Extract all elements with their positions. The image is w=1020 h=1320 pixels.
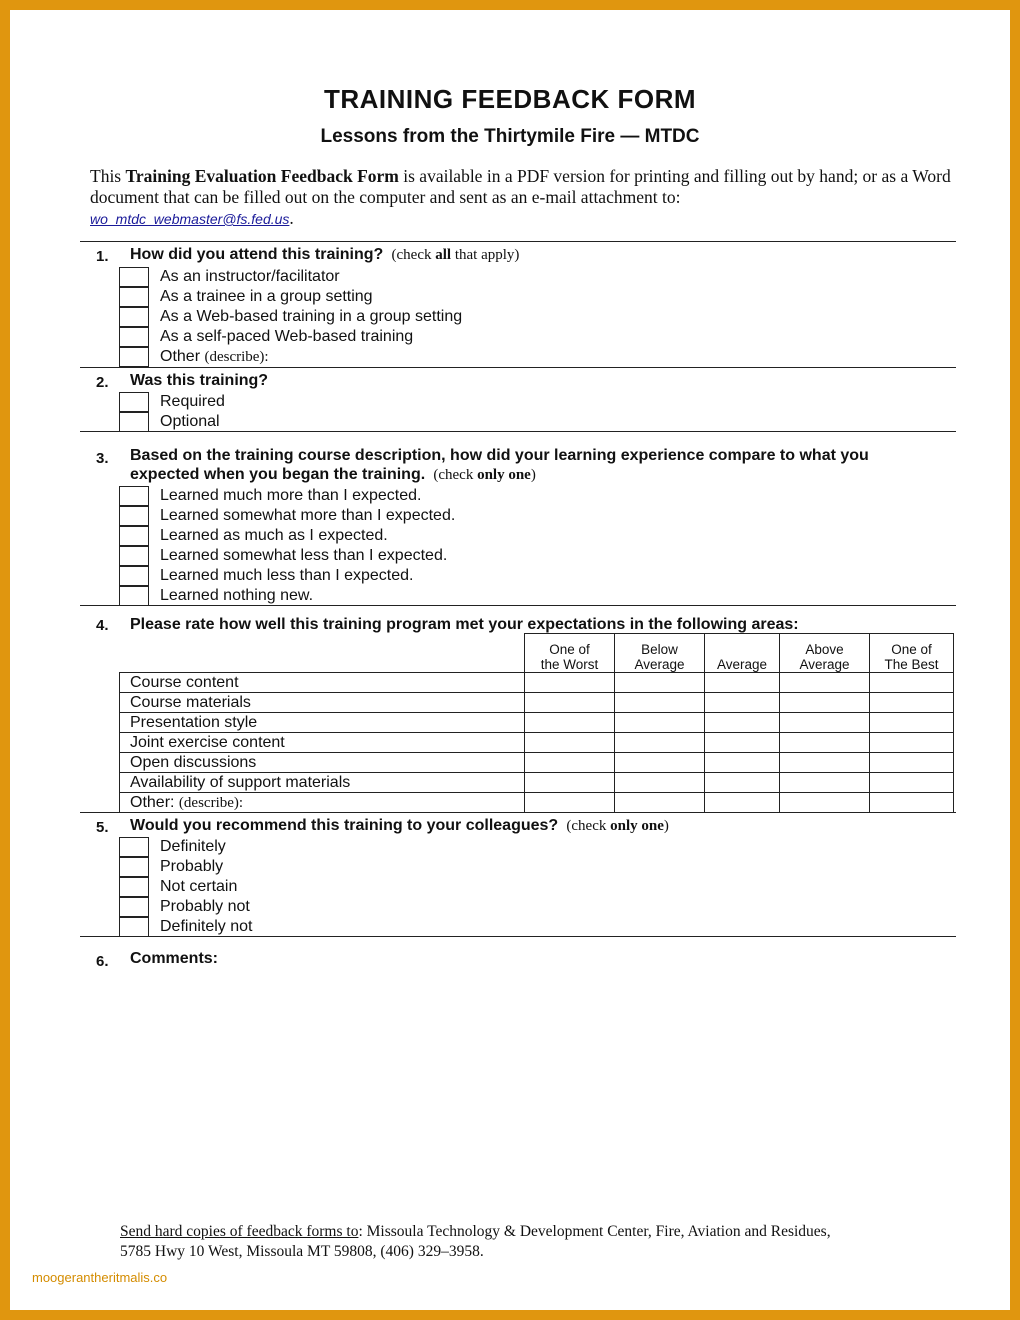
q3-note-pre: (check bbox=[433, 467, 478, 483]
footer-line1: Missoula Technology & Development Center, Fire, Aviation and Residues, bbox=[362, 1223, 831, 1240]
col-header-line: One of bbox=[549, 642, 590, 657]
checkbox[interactable] bbox=[119, 546, 149, 566]
option-label: As a Web-based training in a group setting bbox=[160, 308, 463, 325]
divider bbox=[80, 241, 956, 242]
row-label: Open discussions bbox=[120, 753, 525, 773]
option-label: Learned somewhat more than I expected. bbox=[160, 507, 456, 524]
q3-number: 3. bbox=[96, 450, 109, 467]
col-header-line: Average bbox=[634, 657, 685, 672]
rating-cell[interactable] bbox=[525, 793, 615, 813]
rating-cell[interactable] bbox=[525, 673, 615, 693]
rating-cell[interactable] bbox=[780, 693, 870, 713]
q3-option[interactable] bbox=[119, 506, 719, 526]
option-label: As an instructor/facilitator bbox=[160, 268, 340, 285]
q5-option[interactable] bbox=[119, 917, 719, 937]
q1-question: How did you attend this training? bbox=[130, 246, 384, 263]
q1-note-bold: all bbox=[435, 247, 452, 263]
option-label: Not certain bbox=[160, 878, 238, 895]
form-title: TRAINING FEEDBACK FORM bbox=[323, 84, 697, 114]
q1-option[interactable] bbox=[119, 287, 719, 307]
q3-note-post: ) bbox=[530, 467, 536, 483]
describe-note: (describe): bbox=[204, 349, 269, 365]
rating-cell[interactable] bbox=[870, 773, 954, 793]
table-row bbox=[120, 693, 954, 713]
rating-cell[interactable] bbox=[705, 793, 780, 813]
q3-option[interactable] bbox=[119, 586, 719, 606]
option-label: Required bbox=[160, 393, 225, 410]
option-label: Learned much more than I expected. bbox=[160, 487, 422, 504]
table-row bbox=[120, 793, 954, 813]
rating-cell[interactable] bbox=[615, 733, 705, 753]
divider bbox=[80, 936, 956, 937]
rating-cell[interactable] bbox=[780, 733, 870, 753]
q3-option[interactable] bbox=[119, 486, 719, 506]
divider bbox=[80, 367, 956, 368]
option-label: As a self-paced Web-based training bbox=[160, 328, 414, 345]
checkbox[interactable] bbox=[119, 392, 149, 412]
q6-number: 6. bbox=[96, 953, 109, 970]
col-header-line: the Worst bbox=[540, 657, 599, 672]
row-label bbox=[120, 793, 525, 813]
rating-cell[interactable] bbox=[525, 773, 615, 793]
divider bbox=[80, 812, 956, 813]
table-row bbox=[120, 733, 954, 753]
checkbox[interactable] bbox=[119, 877, 149, 897]
row-label: Course content bbox=[120, 673, 525, 693]
email-link[interactable]: wo_mtdc_webmaster@fs.fed.us bbox=[90, 211, 290, 227]
q5-note-post: ) bbox=[663, 818, 669, 834]
describe-note: (describe): bbox=[178, 794, 244, 811]
other-label: Other: bbox=[130, 793, 175, 811]
col-header-line: The Best bbox=[884, 657, 939, 672]
rating-cell[interactable] bbox=[615, 693, 705, 713]
option-label: Learned nothing new. bbox=[160, 587, 314, 604]
checkbox[interactable] bbox=[119, 307, 149, 327]
rating-cell[interactable] bbox=[525, 733, 615, 753]
rating-cell[interactable] bbox=[705, 753, 780, 773]
rating-cell[interactable] bbox=[780, 713, 870, 733]
table-row bbox=[120, 773, 954, 793]
q1-number: 1. bbox=[96, 248, 109, 265]
rating-cell[interactable] bbox=[615, 673, 705, 693]
row-label: Course materials bbox=[120, 693, 525, 713]
rating-cell[interactable] bbox=[705, 693, 780, 713]
comments-label: Comments: bbox=[130, 950, 219, 967]
checkbox[interactable] bbox=[119, 566, 149, 586]
q2-option[interactable] bbox=[119, 392, 719, 412]
col-header bbox=[870, 634, 954, 673]
rating-cell[interactable] bbox=[870, 733, 954, 753]
rating-cell[interactable] bbox=[525, 693, 615, 713]
col-header bbox=[705, 634, 780, 673]
col-header bbox=[525, 634, 615, 673]
checkbox[interactable] bbox=[119, 837, 149, 857]
col-header-line: One of bbox=[891, 642, 932, 657]
option-label: Learned much less than I expected. bbox=[160, 567, 414, 584]
other-label: Other bbox=[160, 348, 201, 365]
checkbox[interactable] bbox=[119, 486, 149, 506]
q5-number: 5. bbox=[96, 819, 109, 836]
header-spacer bbox=[120, 634, 525, 673]
q2-text: Was this training? bbox=[130, 372, 269, 389]
option-label: As a trainee in a group setting bbox=[160, 288, 373, 305]
table-row bbox=[120, 713, 954, 733]
divider bbox=[80, 431, 956, 432]
col-header-line: Average bbox=[716, 657, 768, 672]
option-label: Probably not bbox=[160, 898, 250, 915]
watermark: moogerantheritmalis.co bbox=[32, 1270, 168, 1285]
q1-option[interactable] bbox=[119, 267, 719, 287]
q3-option[interactable] bbox=[119, 546, 719, 566]
col-header-line: Average bbox=[799, 657, 850, 672]
q3-note-bold: only one bbox=[477, 467, 531, 483]
rating-cell[interactable] bbox=[705, 773, 780, 793]
rating-cell[interactable] bbox=[705, 733, 780, 753]
q1-option[interactable] bbox=[119, 307, 719, 327]
q5-question: Would you recommend this training to your colleagues? bbox=[130, 817, 559, 834]
checkbox[interactable] bbox=[119, 267, 149, 287]
intro-bold: Training Evaluation Feedback Form bbox=[125, 166, 399, 186]
q3-text bbox=[130, 446, 930, 485]
q1-text bbox=[130, 245, 519, 265]
checkbox[interactable] bbox=[119, 412, 149, 432]
col-header bbox=[780, 634, 870, 673]
rating-cell[interactable] bbox=[615, 773, 705, 793]
row-label: Presentation style bbox=[120, 713, 525, 733]
q5-note bbox=[563, 818, 669, 834]
q2-number: 2. bbox=[96, 374, 109, 391]
checkbox[interactable] bbox=[119, 526, 149, 546]
checkbox[interactable] bbox=[119, 586, 149, 606]
checkbox[interactable] bbox=[119, 287, 149, 307]
option-label: Learned somewhat less than I expected. bbox=[160, 547, 448, 564]
checkbox[interactable] bbox=[119, 917, 149, 937]
row-label: Availability of support materials bbox=[120, 773, 525, 793]
rating-cell[interactable] bbox=[870, 713, 954, 733]
rating-cell[interactable] bbox=[780, 673, 870, 693]
q5-option[interactable] bbox=[119, 857, 719, 877]
rating-cell[interactable] bbox=[870, 693, 954, 713]
q5-option[interactable] bbox=[119, 837, 719, 857]
footer-line2: 5785 Hwy 10 West, Missoula MT 59808, (406) 329–3958. bbox=[120, 1243, 484, 1260]
rating-cell[interactable] bbox=[615, 793, 705, 813]
rating-header-row bbox=[120, 634, 954, 673]
q5-option[interactable] bbox=[119, 877, 719, 897]
footer-colon: : bbox=[358, 1223, 363, 1240]
rating-cell[interactable] bbox=[615, 753, 705, 773]
form-subtitle: Lessons from the Thirtymile Fire — MTDC bbox=[320, 126, 700, 147]
q1-note-pre: (check bbox=[391, 247, 436, 263]
intro-end: . bbox=[289, 208, 294, 228]
q1-note bbox=[388, 247, 520, 263]
option-label bbox=[160, 347, 269, 367]
option-label: Learned as much as I expected. bbox=[160, 527, 388, 544]
intro-post: is available in a PDF version for printing and filling out by hand; or as a Word document that can be filled out on the computer and sent as an e-mail attachment to: bbox=[90, 166, 951, 207]
q4-text: Please rate how well this training program met your expectations in the following areas: bbox=[130, 616, 799, 633]
intro-pre: This bbox=[90, 166, 126, 186]
option-label: Probably bbox=[160, 858, 224, 875]
q1-note-post: that apply) bbox=[451, 247, 520, 263]
checkbox[interactable] bbox=[119, 897, 149, 917]
col-header-line: Above bbox=[805, 642, 844, 657]
option-label: Definitely not bbox=[160, 918, 253, 935]
rating-cell[interactable] bbox=[870, 673, 954, 693]
checkbox[interactable] bbox=[119, 327, 149, 347]
rating-cell[interactable] bbox=[870, 793, 954, 813]
mailing-address bbox=[120, 1222, 940, 1262]
rating-cell[interactable] bbox=[780, 753, 870, 773]
checkbox[interactable] bbox=[119, 506, 149, 526]
table-row bbox=[120, 673, 954, 693]
intro-paragraph bbox=[90, 166, 960, 230]
q1-option[interactable] bbox=[119, 327, 719, 347]
q5-note-bold: only one bbox=[610, 818, 664, 834]
table-row bbox=[120, 753, 954, 773]
rating-cell[interactable] bbox=[780, 793, 870, 813]
option-label: Optional bbox=[160, 413, 220, 430]
document-page bbox=[10, 10, 1010, 1310]
rating-table bbox=[119, 633, 954, 813]
q3-question: Based on the training course description, how did your learning experience compare to what you expected when you began the training. bbox=[130, 447, 869, 483]
q1-option-other[interactable] bbox=[119, 347, 719, 367]
q5-text bbox=[130, 816, 669, 836]
col-header bbox=[615, 634, 705, 673]
checkbox[interactable] bbox=[119, 347, 149, 367]
q3-option[interactable] bbox=[119, 526, 719, 546]
rating-cell[interactable] bbox=[525, 713, 615, 733]
col-header-line: Below bbox=[641, 642, 678, 657]
rating-cell[interactable] bbox=[780, 773, 870, 793]
rating-cell[interactable] bbox=[705, 713, 780, 733]
rating-cell[interactable] bbox=[705, 673, 780, 693]
q2-option[interactable] bbox=[119, 412, 719, 432]
q5-note-pre: (check bbox=[566, 818, 611, 834]
checkbox[interactable] bbox=[119, 857, 149, 877]
footer-lead: Send hard copies of feedback forms to bbox=[120, 1223, 359, 1240]
q3-option[interactable] bbox=[119, 566, 719, 586]
option-label: Definitely bbox=[160, 838, 226, 855]
row-label: Joint exercise content bbox=[120, 733, 525, 753]
rating-cell[interactable] bbox=[525, 753, 615, 773]
q5-option[interactable] bbox=[119, 897, 719, 917]
rating-cell[interactable] bbox=[615, 713, 705, 733]
q3-note bbox=[430, 467, 536, 483]
rating-cell[interactable] bbox=[870, 753, 954, 773]
divider bbox=[80, 605, 956, 606]
q4-number: 4. bbox=[96, 617, 109, 634]
